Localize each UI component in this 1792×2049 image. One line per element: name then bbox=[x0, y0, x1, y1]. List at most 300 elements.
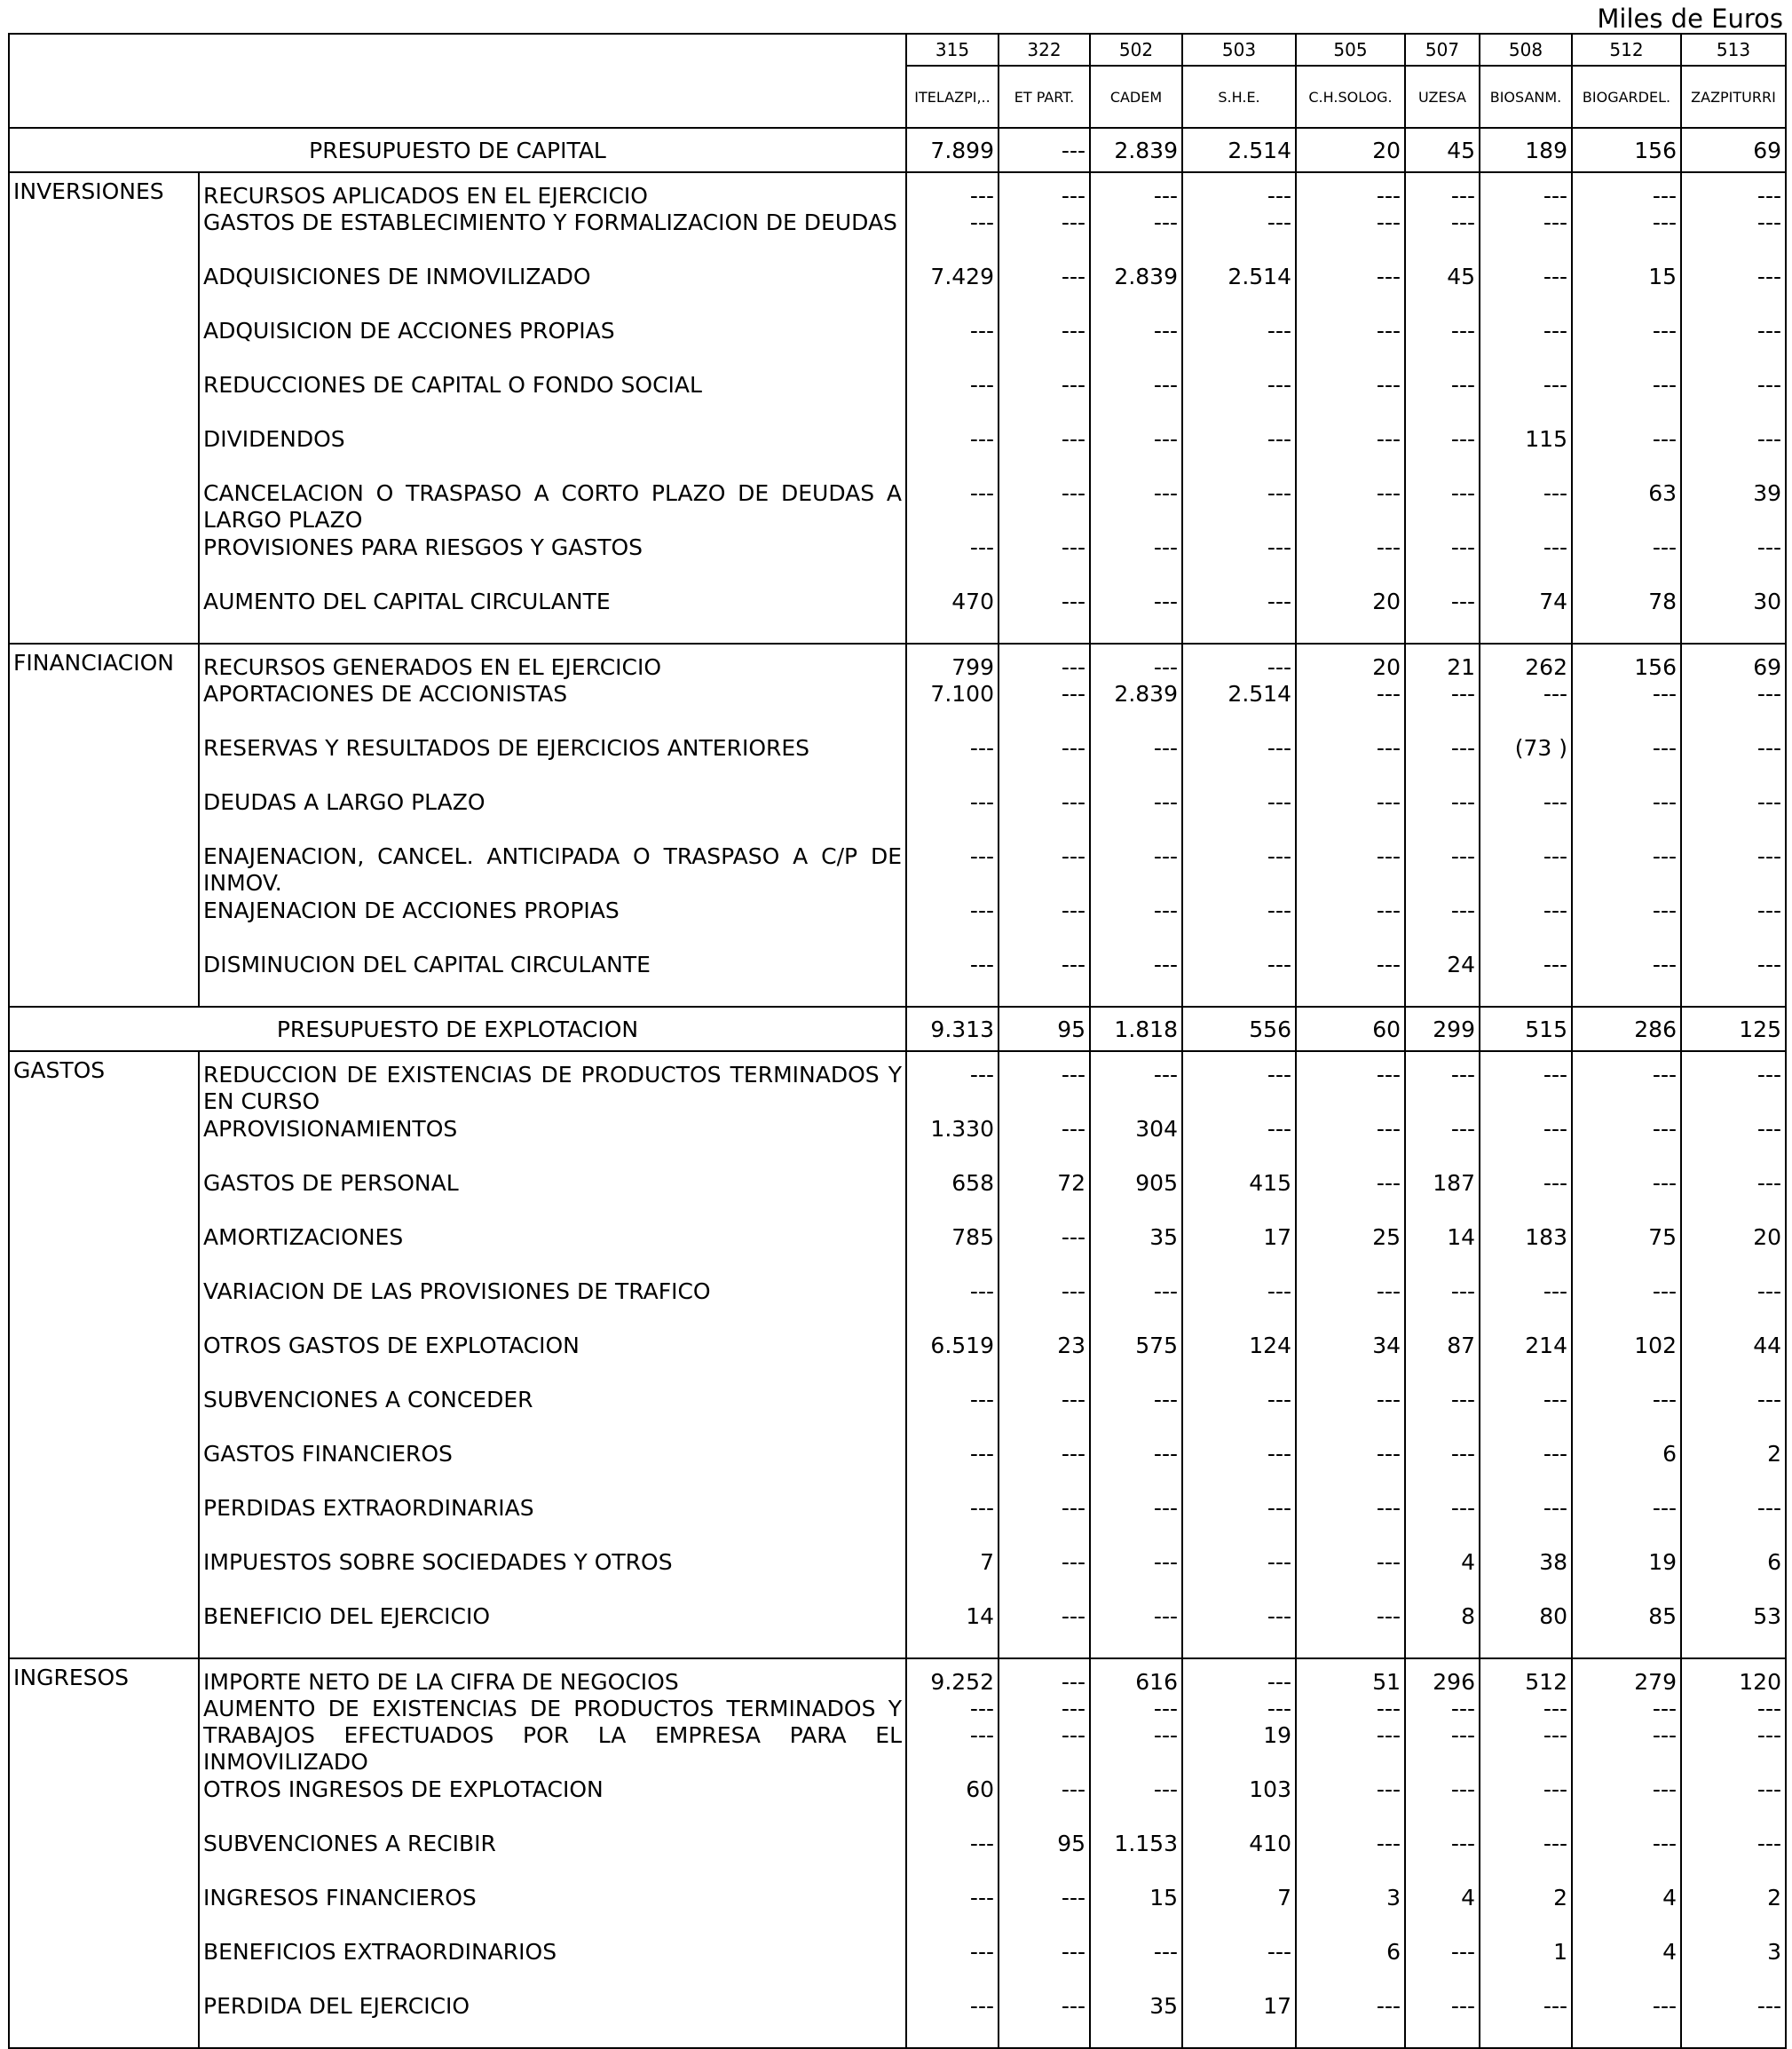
value-cell: --- bbox=[1061, 1885, 1085, 1911]
value-cell: --- bbox=[1376, 534, 1401, 560]
value-cell: 95 bbox=[1057, 1831, 1085, 1856]
value-cell: 4 bbox=[1662, 1885, 1677, 1911]
item-label: REDUCCION DE EXISTENCIAS DE PRODUCTOS TERMINADOS Y EN CURSO bbox=[203, 1062, 902, 1114]
value-cell: --- bbox=[1153, 1278, 1178, 1304]
value-cell: 102 bbox=[1634, 1333, 1677, 1358]
value-cell: --- bbox=[1543, 681, 1567, 707]
value-cell: --- bbox=[1652, 318, 1677, 344]
value-cell: --- bbox=[1543, 1441, 1567, 1467]
value-cell: 15 bbox=[1648, 264, 1677, 289]
value-cell: --- bbox=[1450, 1278, 1475, 1304]
value-cell: --- bbox=[1153, 1441, 1178, 1467]
value-cell: --- bbox=[1061, 426, 1085, 452]
value-cell: --- bbox=[1061, 1696, 1085, 1721]
value-cell: --- bbox=[1756, 1170, 1781, 1196]
group-items bbox=[199, 644, 906, 1007]
section-total: 7.899 bbox=[906, 128, 999, 172]
value-cell: --- bbox=[1450, 1441, 1475, 1467]
value-column bbox=[1296, 1051, 1405, 1658]
item-label: ADQUISICIONES DE INMOVILIZADO bbox=[203, 264, 591, 289]
value-cell: --- bbox=[1450, 534, 1475, 560]
value-cell: --- bbox=[1267, 1549, 1291, 1575]
value-cell: --- bbox=[1153, 1387, 1178, 1412]
value-cell: --- bbox=[1153, 426, 1178, 452]
value-cell: --- bbox=[1061, 372, 1085, 398]
col-code: 503 bbox=[1182, 34, 1296, 66]
value-cell: 20 bbox=[1372, 654, 1401, 680]
value-cell: 4 bbox=[1461, 1549, 1475, 1575]
value-cell: --- bbox=[1061, 1776, 1085, 1802]
value-cell: --- bbox=[1450, 372, 1475, 398]
value-cell: 45 bbox=[1447, 264, 1475, 289]
value-cell: --- bbox=[1267, 1441, 1291, 1467]
value-cell: --- bbox=[1267, 735, 1291, 761]
value-cell: --- bbox=[1376, 480, 1401, 506]
value-cell: --- bbox=[1756, 952, 1781, 977]
value-column bbox=[1572, 1051, 1681, 1658]
value-cell: --- bbox=[1450, 1495, 1475, 1521]
value-cell: --- bbox=[1376, 1116, 1401, 1142]
value-cell: --- bbox=[1376, 264, 1401, 289]
value-cell: --- bbox=[1061, 1062, 1085, 1088]
col-code: 322 bbox=[999, 34, 1090, 66]
value-cell: --- bbox=[1153, 318, 1178, 344]
section-total: 156 bbox=[1572, 128, 1681, 172]
value-cell: 1.153 bbox=[1114, 1831, 1178, 1856]
value-cell: 44 bbox=[1753, 1333, 1781, 1358]
value-cell: --- bbox=[1543, 183, 1567, 209]
value-cell: --- bbox=[1061, 1116, 1085, 1142]
item-label: ENAJENACION DE ACCIONES PROPIAS bbox=[203, 898, 620, 923]
value-cell: --- bbox=[1756, 1116, 1781, 1142]
item-label: GASTOS DE ESTABLECIMIENTO Y FORMALIZACION DE DEUDAS bbox=[203, 210, 897, 235]
value-cell: 124 bbox=[1249, 1333, 1291, 1358]
value-cell: --- bbox=[969, 210, 994, 235]
value-cell: --- bbox=[1450, 1387, 1475, 1412]
unit-label: Miles de Euros bbox=[1597, 4, 1783, 34]
value-cell: --- bbox=[969, 898, 994, 923]
value-cell: 51 bbox=[1372, 1669, 1401, 1695]
group-block bbox=[9, 1658, 1786, 2048]
item-label: AUMENTO DEL CAPITAL CIRCULANTE bbox=[203, 589, 611, 614]
col-name: C.H.SOLOG. bbox=[1296, 66, 1405, 128]
value-cell: 296 bbox=[1433, 1669, 1475, 1695]
value-cell: --- bbox=[1153, 1062, 1178, 1088]
col-name: BIOSANM. bbox=[1480, 66, 1572, 128]
value-cell: --- bbox=[1543, 534, 1567, 560]
value-column bbox=[1480, 172, 1572, 644]
value-cell: --- bbox=[1756, 264, 1781, 289]
value-cell: 120 bbox=[1739, 1669, 1781, 1695]
value-cell: --- bbox=[1543, 480, 1567, 506]
value-cell: --- bbox=[1267, 589, 1291, 614]
value-cell: --- bbox=[1652, 1387, 1677, 1412]
value-cell: --- bbox=[1376, 1831, 1401, 1856]
value-cell: --- bbox=[969, 183, 994, 209]
value-column bbox=[1480, 644, 1572, 1007]
value-cell: --- bbox=[1543, 1062, 1567, 1088]
value-column bbox=[1681, 644, 1786, 1007]
value-cell: --- bbox=[969, 1278, 994, 1304]
value-cell: --- bbox=[969, 1993, 994, 2019]
item-label: AMORTIZACIONES bbox=[203, 1224, 404, 1250]
value-cell: 2.839 bbox=[1114, 681, 1178, 707]
value-cell: --- bbox=[1061, 318, 1085, 344]
section-total: 189 bbox=[1480, 128, 1572, 172]
value-cell: 262 bbox=[1525, 654, 1567, 680]
item-label: APROVISIONAMIENTOS bbox=[203, 1116, 458, 1142]
section-total: 2.839 bbox=[1090, 128, 1182, 172]
item-label: PERDIDA DEL EJERCICIO bbox=[203, 1993, 470, 2019]
value-cell: --- bbox=[1756, 1722, 1781, 1748]
group-items bbox=[199, 172, 906, 644]
value-cell: --- bbox=[1267, 1669, 1291, 1695]
value-cell: 69 bbox=[1753, 654, 1781, 680]
value-cell: --- bbox=[1153, 952, 1178, 977]
value-cell: 415 bbox=[1249, 1170, 1291, 1196]
value-cell: --- bbox=[1652, 1495, 1677, 1521]
value-cell: 115 bbox=[1525, 426, 1567, 452]
value-cell: --- bbox=[969, 1062, 994, 1088]
value-cell: --- bbox=[1652, 1170, 1677, 1196]
value-cell: --- bbox=[1543, 1278, 1567, 1304]
col-code: 505 bbox=[1296, 34, 1405, 66]
value-cell: 8 bbox=[1461, 1603, 1475, 1629]
value-cell: --- bbox=[969, 843, 994, 869]
header-codes-row bbox=[9, 34, 1786, 66]
value-cell: --- bbox=[969, 1441, 994, 1467]
value-cell: --- bbox=[1376, 1387, 1401, 1412]
value-cell: --- bbox=[1061, 1549, 1085, 1575]
value-cell: 34 bbox=[1372, 1333, 1401, 1358]
section-total: 20 bbox=[1296, 128, 1405, 172]
value-cell: --- bbox=[1376, 898, 1401, 923]
value-cell: 19 bbox=[1263, 1722, 1291, 1748]
value-cell: --- bbox=[1450, 1116, 1475, 1142]
value-cell: --- bbox=[1061, 654, 1085, 680]
value-cell: --- bbox=[1267, 1116, 1291, 1142]
value-column bbox=[1182, 1051, 1296, 1658]
value-cell: --- bbox=[1153, 1939, 1178, 1965]
value-cell: --- bbox=[1652, 534, 1677, 560]
value-cell: --- bbox=[1376, 1776, 1401, 1802]
value-column bbox=[999, 644, 1090, 1007]
section-total: 95 bbox=[999, 1007, 1090, 1051]
value-cell: --- bbox=[1376, 952, 1401, 977]
value-cell: --- bbox=[1061, 1495, 1085, 1521]
value-cell: --- bbox=[1376, 735, 1401, 761]
value-cell: --- bbox=[1061, 1603, 1085, 1629]
value-cell: 3 bbox=[1386, 1885, 1401, 1911]
value-cell: --- bbox=[1267, 843, 1291, 869]
value-column bbox=[1405, 644, 1480, 1007]
value-cell: --- bbox=[1267, 426, 1291, 452]
value-cell: --- bbox=[1153, 210, 1178, 235]
value-cell: --- bbox=[1543, 318, 1567, 344]
section-total: 515 bbox=[1480, 1007, 1572, 1051]
value-cell: --- bbox=[1061, 480, 1085, 506]
value-cell: --- bbox=[1267, 898, 1291, 923]
value-cell: 156 bbox=[1634, 654, 1677, 680]
value-cell: --- bbox=[1450, 1776, 1475, 1802]
value-cell: --- bbox=[1061, 1278, 1085, 1304]
value-cell: --- bbox=[1376, 1993, 1401, 2019]
value-cell: 75 bbox=[1648, 1224, 1677, 1250]
group-block bbox=[9, 172, 1786, 644]
value-cell: 6 bbox=[1386, 1939, 1401, 1965]
value-cell: --- bbox=[1153, 534, 1178, 560]
value-cell: --- bbox=[1267, 952, 1291, 977]
value-cell: --- bbox=[1652, 1062, 1677, 1088]
value-cell: --- bbox=[1061, 589, 1085, 614]
value-cell: --- bbox=[969, 1722, 994, 1748]
value-cell: --- bbox=[969, 1885, 994, 1911]
value-cell: --- bbox=[1153, 654, 1178, 680]
value-cell: 512 bbox=[1525, 1669, 1567, 1695]
item-label: DEUDAS A LARGO PLAZO bbox=[203, 789, 485, 815]
value-column bbox=[1296, 1658, 1405, 2048]
value-cell: --- bbox=[1267, 654, 1291, 680]
value-cell: --- bbox=[1376, 1722, 1401, 1748]
value-cell: --- bbox=[1543, 1993, 1567, 2019]
value-cell: --- bbox=[969, 426, 994, 452]
value-cell: --- bbox=[969, 1495, 994, 1521]
item-label: DISMINUCION DEL CAPITAL CIRCULANTE bbox=[203, 952, 651, 977]
section-total: 556 bbox=[1182, 1007, 1296, 1051]
value-cell: --- bbox=[1756, 1776, 1781, 1802]
col-name: S.H.E. bbox=[1182, 66, 1296, 128]
value-cell: 87 bbox=[1447, 1333, 1475, 1358]
value-cell: --- bbox=[969, 480, 994, 506]
value-cell: 2.514 bbox=[1228, 681, 1291, 707]
capital-summary-row bbox=[9, 128, 1786, 172]
value-cell: --- bbox=[1267, 1939, 1291, 1965]
item-label: GASTOS DE PERSONAL bbox=[203, 1170, 459, 1196]
section-total: 125 bbox=[1681, 1007, 1786, 1051]
section-total: 45 bbox=[1405, 128, 1480, 172]
value-cell: --- bbox=[1543, 1170, 1567, 1196]
value-cell: 103 bbox=[1249, 1776, 1291, 1802]
value-cell: --- bbox=[1450, 681, 1475, 707]
value-cell: 905 bbox=[1135, 1170, 1178, 1196]
value-cell: --- bbox=[1450, 1831, 1475, 1856]
value-cell: 72 bbox=[1057, 1170, 1085, 1196]
value-column bbox=[1182, 644, 1296, 1007]
group-label: FINANCIACION bbox=[9, 644, 199, 1007]
value-cell: --- bbox=[1652, 1993, 1677, 2019]
value-cell: --- bbox=[1376, 372, 1401, 398]
header-corner bbox=[9, 34, 906, 128]
value-cell: --- bbox=[1153, 789, 1178, 815]
value-cell: --- bbox=[1756, 318, 1781, 344]
section-title: PRESUPUESTO DE EXPLOTACION bbox=[9, 1007, 906, 1051]
value-cell: --- bbox=[1153, 898, 1178, 923]
value-cell: --- bbox=[1450, 589, 1475, 614]
value-column bbox=[1572, 644, 1681, 1007]
value-cell: --- bbox=[1267, 1278, 1291, 1304]
value-cell: --- bbox=[1153, 589, 1178, 614]
group-block bbox=[9, 1051, 1786, 1658]
value-cell: 799 bbox=[951, 654, 994, 680]
value-cell: --- bbox=[1376, 318, 1401, 344]
value-cell: --- bbox=[1756, 534, 1781, 560]
value-cell: --- bbox=[1061, 183, 1085, 209]
value-cell: 15 bbox=[1149, 1885, 1178, 1911]
section-total: --- bbox=[999, 128, 1090, 172]
value-cell: --- bbox=[969, 952, 994, 977]
value-cell: --- bbox=[1376, 789, 1401, 815]
value-cell: 4 bbox=[1662, 1939, 1677, 1965]
value-cell: 85 bbox=[1648, 1603, 1677, 1629]
group-label: GASTOS bbox=[9, 1051, 199, 1658]
value-column bbox=[906, 1051, 999, 1658]
value-cell: 19 bbox=[1648, 1549, 1677, 1575]
value-cell: 785 bbox=[951, 1224, 994, 1250]
item-label: REDUCCIONES DE CAPITAL O FONDO SOCIAL bbox=[203, 372, 702, 398]
value-cell: --- bbox=[1756, 372, 1781, 398]
value-cell: --- bbox=[1543, 264, 1567, 289]
value-cell: 7.429 bbox=[930, 264, 994, 289]
value-cell: --- bbox=[1652, 210, 1677, 235]
value-cell: --- bbox=[1652, 735, 1677, 761]
value-cell: 616 bbox=[1135, 1669, 1178, 1695]
value-cell: --- bbox=[969, 318, 994, 344]
value-cell: 14 bbox=[966, 1603, 994, 1629]
value-cell: --- bbox=[1543, 898, 1567, 923]
item-label: IMPORTE NETO DE LA CIFRA DE NEGOCIOS bbox=[203, 1669, 679, 1695]
value-cell: --- bbox=[1756, 1831, 1781, 1856]
col-code: 512 bbox=[1572, 34, 1681, 66]
value-cell: --- bbox=[1756, 183, 1781, 209]
item-label: OTROS GASTOS DE EXPLOTACION bbox=[203, 1333, 580, 1358]
value-cell: 2 bbox=[1767, 1885, 1781, 1911]
value-cell: 6 bbox=[1767, 1549, 1781, 1575]
value-cell: 23 bbox=[1057, 1333, 1085, 1358]
value-cell: 30 bbox=[1753, 589, 1781, 614]
value-column bbox=[906, 172, 999, 644]
value-column bbox=[1480, 1051, 1572, 1658]
value-cell: --- bbox=[1267, 318, 1291, 344]
value-cell: (73 ) bbox=[1514, 735, 1567, 761]
col-code: 513 bbox=[1681, 34, 1786, 66]
value-column bbox=[1182, 172, 1296, 644]
value-cell: --- bbox=[1061, 898, 1085, 923]
section-total: 69 bbox=[1681, 128, 1786, 172]
section-total: 9.313 bbox=[906, 1007, 999, 1051]
value-cell: 20 bbox=[1753, 1224, 1781, 1250]
value-cell: --- bbox=[1267, 1603, 1291, 1629]
value-cell: 658 bbox=[951, 1170, 994, 1196]
value-cell: --- bbox=[1543, 952, 1567, 977]
value-column bbox=[1480, 1658, 1572, 2048]
value-cell: --- bbox=[1652, 789, 1677, 815]
item-label: ENAJENACION, CANCEL. ANTICIPADA O TRASPASO A C/P DE INMOV. bbox=[203, 843, 902, 896]
value-column bbox=[1681, 1051, 1786, 1658]
value-cell: --- bbox=[1061, 843, 1085, 869]
value-cell: 74 bbox=[1539, 589, 1567, 614]
item-label: ADQUISICION DE ACCIONES PROPIAS bbox=[203, 318, 615, 344]
value-cell: 60 bbox=[966, 1776, 994, 1802]
value-cell: --- bbox=[1652, 1696, 1677, 1721]
item-label: CANCELACION O TRASPASO A CORTO PLAZO DE DEUDAS A LARGO PLAZO bbox=[203, 480, 902, 533]
value-cell: --- bbox=[1153, 183, 1178, 209]
value-column bbox=[1182, 1658, 1296, 2048]
value-cell: --- bbox=[1376, 1549, 1401, 1575]
value-cell: 25 bbox=[1372, 1224, 1401, 1250]
value-cell: --- bbox=[1450, 1722, 1475, 1748]
value-cell: 1 bbox=[1553, 1939, 1567, 1965]
value-cell: 410 bbox=[1249, 1831, 1291, 1856]
value-cell: --- bbox=[1450, 1062, 1475, 1088]
value-cell: --- bbox=[1450, 1993, 1475, 2019]
value-cell: --- bbox=[1267, 789, 1291, 815]
value-cell: --- bbox=[1756, 898, 1781, 923]
value-cell: --- bbox=[1450, 318, 1475, 344]
value-cell: --- bbox=[969, 1831, 994, 1856]
value-cell: --- bbox=[969, 1939, 994, 1965]
value-cell: --- bbox=[1376, 843, 1401, 869]
value-cell: 7 bbox=[980, 1549, 994, 1575]
section-title: PRESUPUESTO DE CAPITAL bbox=[9, 128, 906, 172]
section-total: 299 bbox=[1405, 1007, 1480, 1051]
value-cell: --- bbox=[1756, 1495, 1781, 1521]
col-code: 315 bbox=[906, 34, 999, 66]
value-cell: --- bbox=[1543, 789, 1567, 815]
value-cell: --- bbox=[1652, 426, 1677, 452]
value-cell: --- bbox=[1153, 372, 1178, 398]
value-cell: --- bbox=[1652, 898, 1677, 923]
value-cell: --- bbox=[1756, 735, 1781, 761]
value-cell: --- bbox=[1267, 372, 1291, 398]
value-cell: 80 bbox=[1539, 1603, 1567, 1629]
value-cell: --- bbox=[1756, 426, 1781, 452]
value-cell: --- bbox=[1376, 1062, 1401, 1088]
value-column bbox=[1296, 172, 1405, 644]
value-cell: --- bbox=[1376, 1278, 1401, 1304]
value-cell: --- bbox=[1061, 789, 1085, 815]
value-cell: --- bbox=[969, 534, 994, 560]
col-name: UZESA bbox=[1405, 66, 1480, 128]
value-cell: --- bbox=[1153, 1776, 1178, 1802]
item-label: OTROS INGRESOS DE EXPLOTACION bbox=[203, 1776, 604, 1802]
value-column bbox=[999, 1051, 1090, 1658]
value-cell: --- bbox=[1756, 1278, 1781, 1304]
section-total: 60 bbox=[1296, 1007, 1405, 1051]
budget-table bbox=[8, 33, 1787, 2049]
value-cell: --- bbox=[1061, 264, 1085, 289]
item-label: TRABAJOS EFECTUADOS POR LA EMPRESA PARA EL INMOVILIZADO bbox=[203, 1722, 902, 1775]
value-cell: --- bbox=[1652, 183, 1677, 209]
value-cell: --- bbox=[1267, 534, 1291, 560]
value-cell: --- bbox=[1543, 1776, 1567, 1802]
value-cell: 24 bbox=[1447, 952, 1475, 977]
value-cell: --- bbox=[1543, 1387, 1567, 1412]
value-column bbox=[1090, 644, 1182, 1007]
value-cell: 4 bbox=[1461, 1885, 1475, 1911]
value-cell: --- bbox=[1061, 735, 1085, 761]
value-cell: --- bbox=[1267, 480, 1291, 506]
value-column bbox=[999, 1658, 1090, 2048]
section-total: 2.514 bbox=[1182, 128, 1296, 172]
item-label: AUMENTO DE EXISTENCIAS DE PRODUCTOS TERMINADOS Y bbox=[203, 1696, 902, 1721]
value-cell: --- bbox=[1450, 183, 1475, 209]
value-cell: --- bbox=[1543, 372, 1567, 398]
col-code: 507 bbox=[1405, 34, 1480, 66]
value-cell: --- bbox=[1756, 1387, 1781, 1412]
value-cell: --- bbox=[1543, 1722, 1567, 1748]
group-label: INGRESOS bbox=[9, 1658, 199, 2048]
value-cell: --- bbox=[1376, 210, 1401, 235]
